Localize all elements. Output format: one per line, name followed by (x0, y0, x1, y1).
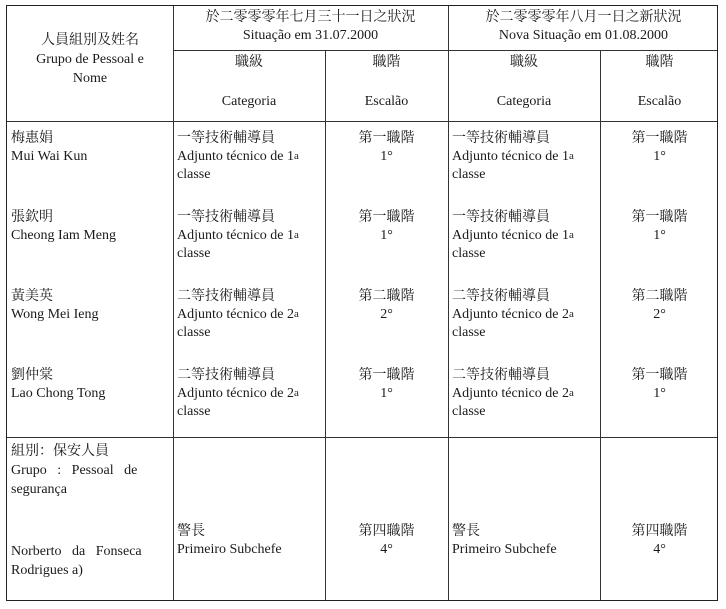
old-category-pt-2: classe (177, 404, 211, 419)
person-name-pt-2: Rodrigues a) (11, 563, 83, 578)
new-escalao-zh: 第一職階 (631, 210, 688, 225)
new-escalao-zh: 第一職階 (631, 131, 688, 146)
old-escalao-zh: 第一職階 (358, 131, 415, 146)
header-old-cat-pt: Categoria (221, 94, 277, 109)
person-name-zh: 張欽明 (11, 210, 53, 225)
new-category-pt-2: classe (452, 325, 486, 340)
header-old-zh: 於二零零零年七月三十一日之狀況 (205, 10, 416, 25)
new-category-pt: Adjunto técnico de 2$^a$ (452, 307, 574, 322)
old-escalao-pt: 1° (380, 149, 393, 164)
header-old-cat-zh: 職級 (235, 55, 263, 70)
row-divider (7, 437, 717, 438)
old-escalao-pt: 4° (380, 542, 393, 557)
new-category-pt: Primeiro Subchefe (452, 542, 557, 557)
header-new-esc-zh: 職階 (645, 55, 674, 70)
person-name-zh: 梅惠娟 (11, 131, 53, 146)
old-category-pt-2: classe (177, 246, 211, 261)
old-escalao-zh: 第一職階 (358, 210, 415, 225)
header-new-cat-pt: Categoria (496, 94, 552, 109)
header-new-zh: 於二零零零年八月一日之新狀況 (485, 10, 682, 25)
new-category-zh: 二等技術輔導員 (452, 289, 550, 304)
person-name-pt: Mui Wai Kun (11, 149, 88, 164)
new-escalao-pt: 1° (653, 228, 666, 243)
row-divider (7, 121, 717, 122)
old-category-pt-2: classe (177, 325, 211, 340)
new-escalao-zh: 第四職階 (631, 524, 688, 539)
header-new-esc-pt: Escalão (637, 94, 682, 109)
new-category-pt-2: classe (452, 246, 486, 261)
new-category-pt: Adjunto técnico de 2$^a$ (452, 386, 574, 401)
old-category-zh: 一等技術輔導員 (177, 131, 275, 146)
person-name-zh: 劉仲棠 (11, 368, 53, 383)
new-category-zh: 警長 (452, 524, 480, 539)
person-name-zh: 黃美英 (11, 289, 53, 304)
old-category-zh: 二等技術輔導員 (177, 368, 275, 383)
person-name-pt: Cheong Iam Meng (11, 228, 116, 243)
new-escalao-zh: 第一職階 (631, 368, 688, 383)
old-category-pt: Adjunto técnico de 2$^a$ (177, 386, 299, 401)
group-label-pt: Grupo : Pessoal de (11, 463, 138, 478)
old-escalao-pt: 1° (380, 228, 393, 243)
new-category-zh: 一等技術輔導員 (452, 210, 550, 225)
header-old-esc-pt: Escalão (364, 94, 409, 109)
old-category-pt: Adjunto técnico de 1$^a$ (177, 228, 299, 243)
new-category-pt-2: classe (452, 167, 486, 182)
header-name-zh: 人員組別及姓名 (41, 33, 139, 48)
old-category-zh: 二等技術輔導員 (177, 289, 275, 304)
header-new-cat-zh: 職級 (510, 55, 538, 70)
group-label-zh: 組別：保安人員 (11, 444, 109, 459)
header-name-pt-2: Nome (72, 71, 108, 86)
new-escalao-pt: 1° (653, 149, 666, 164)
header-new-pt: Nova Situação em 01.08.2000 (498, 28, 669, 43)
old-category-pt-2: classe (177, 167, 211, 182)
old-escalao-pt: 1° (380, 386, 393, 401)
person-name-pt: Lao Chong Tong (11, 386, 106, 401)
old-escalao-zh: 第二職階 (358, 289, 415, 304)
person-name-pt: Norberto da Fonseca (11, 544, 142, 559)
new-category-pt: Adjunto técnico de 1$^a$ (452, 228, 574, 243)
new-escalao-pt: 4° (653, 542, 666, 557)
old-escalao-pt: 2° (380, 307, 393, 322)
header-old-esc-zh: 職階 (372, 55, 401, 70)
new-escalao-pt: 2° (653, 307, 666, 322)
header-name-pt: Grupo de Pessoal e (36, 52, 144, 67)
old-escalao-zh: 第一職階 (358, 368, 415, 383)
personnel-table (6, 5, 718, 601)
old-category-pt: Primeiro Subchefe (177, 542, 282, 557)
old-category-pt: Adjunto técnico de 1$^a$ (177, 149, 299, 164)
new-escalao-zh: 第二職階 (631, 289, 688, 304)
person-name-pt: Wong Mei Ieng (11, 307, 99, 322)
new-category-zh: 二等技術輔導員 (452, 368, 550, 383)
group-label-pt-2: segurança (11, 482, 67, 497)
new-escalao-pt: 1° (653, 386, 666, 401)
row-divider (173, 50, 717, 51)
header-old-pt: Situação em 31.07.2000 (242, 28, 379, 43)
old-escalao-zh: 第四職階 (358, 524, 415, 539)
old-category-pt: Adjunto técnico de 2$^a$ (177, 307, 299, 322)
old-category-zh: 一等技術輔導員 (177, 210, 275, 225)
new-category-pt: Adjunto técnico de 1$^a$ (452, 149, 574, 164)
new-category-zh: 一等技術輔導員 (452, 131, 550, 146)
new-category-pt-2: classe (452, 404, 486, 419)
old-category-zh: 警長 (177, 524, 205, 539)
